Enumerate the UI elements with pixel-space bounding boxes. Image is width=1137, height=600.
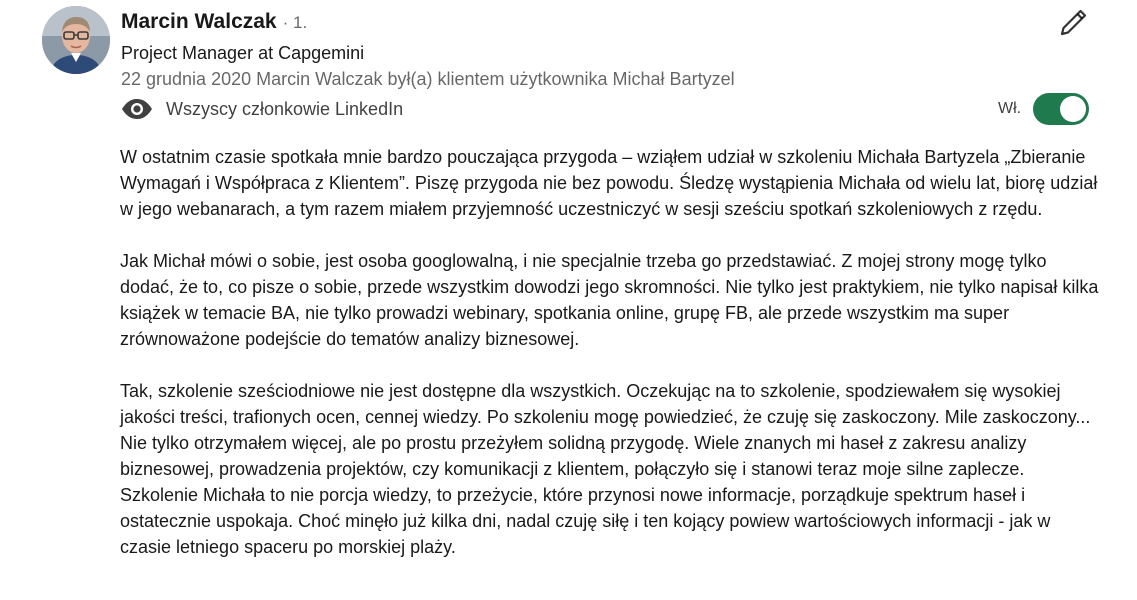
- visibility-label: Wszyscy członkowie LinkedIn: [166, 98, 404, 119]
- eye-icon: [121, 99, 153, 119]
- toggle-label: Wł.: [998, 100, 1022, 117]
- recommender-headline: Project Manager at Capgemini: [121, 43, 365, 63]
- recommendation-meta: 22 grudnia 2020 Marcin Walczak był(a) klientem użytkownika Michał Bartyzel: [121, 69, 735, 89]
- edit-button[interactable]: [1058, 8, 1088, 38]
- visibility-toggle[interactable]: [1033, 93, 1089, 125]
- recommender-name[interactable]: Marcin Walczak: [121, 10, 277, 33]
- connection-degree: · 1.: [282, 13, 308, 32]
- recommendation-paragraph: Tak, szkolenie sześciodniowe nie jest dostępne dla wszystkich. Oczekując na to szkolenie, spodziewałem się wysokiej jakości treści, trafionych ocen, cennej wiedzy. Po szkoleniu mogę powiedzieć, że czuję się zaskoczony. Mile zaskoczony... Nie tylko otrzymałem więcej, ale po prostu przeżyłem solidną przygodę. Wiele znanych mi haseł z zakresu analizy biznesowej, prowadzenia projektów, czy komunikacji z klientem, połączyło się i stanowi teraz moje silne zaplecze. Szkolenie Michała to nie porcja wiedzy, to przeżycie, które przynosi nowe informacje, porządkuje spektrum haseł i ostatecznie uspokaja. Choć minęło już kilka dni, nadal czuję siłę i ten kojący powiew wartościowych informacji - jak w czasie letniego spaceru po morskiej plaży.: [120, 381, 1091, 557]
- recommendation-paragraph: W ostatnim czasie spotkała mnie bardzo pouczająca przygoda – wziąłem udział w szkoleniu Michała Bartyzela „Zbieranie Wymagań i Współpraca z Klientem”. Piszę przygoda nie bez powodu. Śledzę wystąpienia Michała od wielu lat, biorę udział w jego webanarach, a tym razem miałem przyjemność uczestniczyć w sesji sześciu spotkań szkoleniowych z rzędu.: [120, 147, 1098, 219]
- visibility-row: [121, 95, 403, 123]
- recommendation-paragraph: Jak Michał mówi o sobie, jest osoba googlowalną, i nie specjalnie trzeba go przedstawiać. Z mojej strony mogę tylko dodać, że to, co pisze o sobie, przede wszystkim dowodzi jego skromności. Nie tylko jest praktykiem, nie tylko napisał kilka książek w temacie BA, nie tylko prowadzi webinary, spotkania online, grupę FB, ale przede wszystkim ma super zrównoważone podejście do tematów analizy biznesowej.: [120, 251, 1099, 349]
- recommender-header: [121, 10, 307, 38]
- avatar[interactable]: [42, 6, 110, 74]
- visibility-toggle-group: [998, 92, 1089, 126]
- recommendation-text: [120, 144, 1100, 586]
- pencil-icon: [1058, 8, 1088, 38]
- profile-photo: [42, 6, 110, 74]
- toggle-knob: [1060, 96, 1086, 122]
